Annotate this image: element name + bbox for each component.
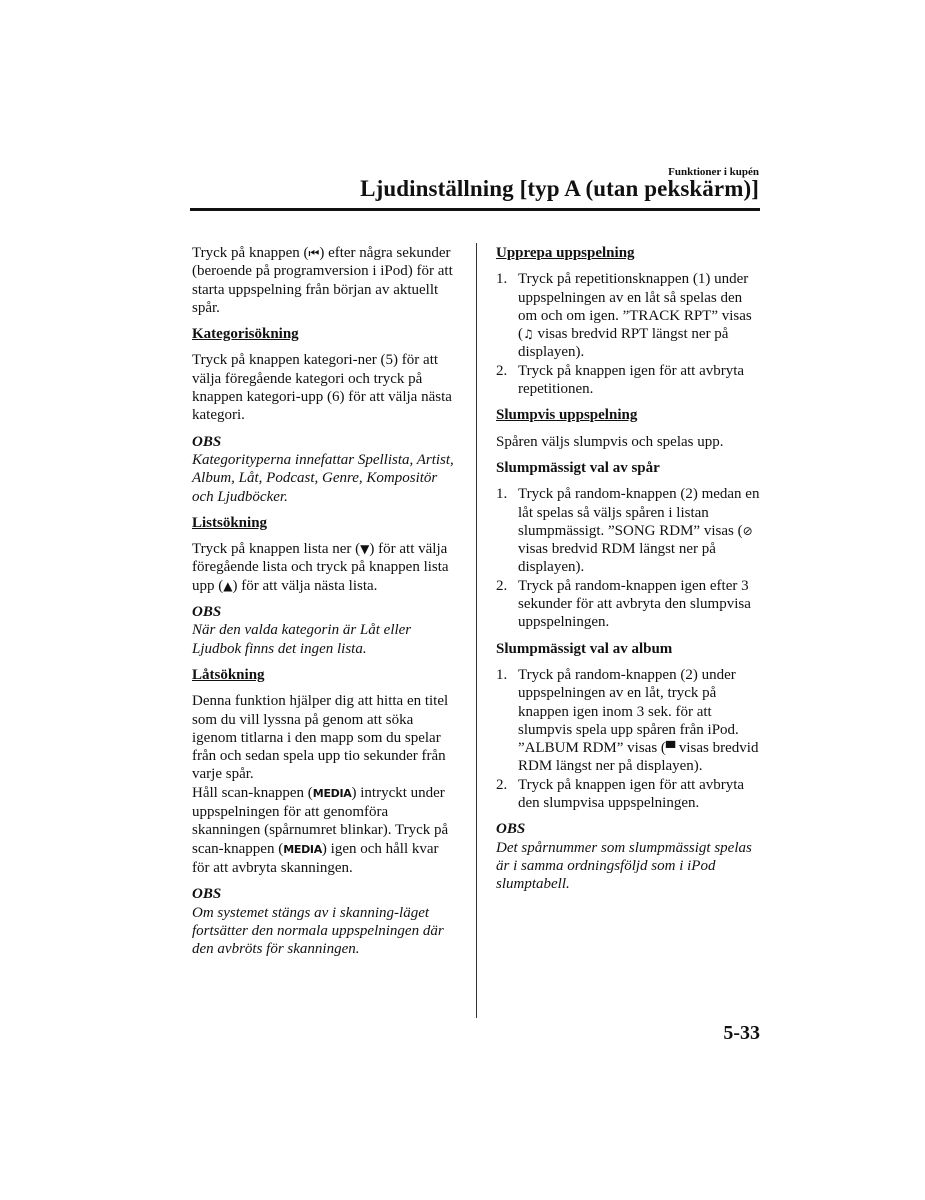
lat-paragraph-2: Håll scan-knappen (MEDIA) intryckt under uppspelningen för att genomföra skanningen (spårnumret blinkar). Tryck på scan-knappen (MEDIA) igen och håll kvar för att avbryta skanningen. bbox=[192, 784, 449, 876]
note-text: Om systemet stängs av i skanning-läget fortsätter den normala uppspelningen där den avbröts för skanningen. bbox=[192, 904, 444, 958]
list-item: 1. Tryck på random-knappen (2) medan en låt spelas så väljs spåren i listan slumpmässigt. ”SONG RDM” visas (⊘ visas bredvid RDM längst ner på displayen). bbox=[496, 486, 760, 576]
spar-list bbox=[496, 485, 764, 631]
list-item: 2. Tryck på random-knappen igen efter 3 sekunder för att avbryta den slumpvisa uppspelningen. bbox=[496, 577, 751, 631]
heading-slump-album: Slumpmässigt val av album bbox=[496, 640, 673, 657]
down-arrow-icon: ▼ bbox=[360, 542, 370, 557]
heading-latsokning: Låtsökning bbox=[192, 666, 265, 683]
media-button-icon: MEDIA bbox=[283, 842, 322, 856]
note-album bbox=[496, 820, 764, 893]
album-list bbox=[496, 666, 764, 812]
list-item: 2. Tryck på knappen igen för att avbryta den slumpvisa uppspelningen. bbox=[496, 776, 745, 812]
up-arrow-icon: ▲ bbox=[223, 578, 233, 593]
column-divider bbox=[476, 243, 477, 1018]
rewind-icon: ⏮ bbox=[308, 246, 320, 260]
header-rule bbox=[190, 208, 760, 211]
lista-paragraph: Tryck på knappen lista ner (▼) för att välja föregående lista och tryck på knappen lista upp (▲) för att välja nästa lista. bbox=[192, 541, 449, 594]
note-text: Kategorityperna innefattar Spellista, Artist, Album, Låt, Podcast, Genre, Kompositör och Ljudböcker. bbox=[192, 451, 454, 505]
note-lista bbox=[192, 603, 458, 658]
heading-slumpvis: Slumpvis uppspelning bbox=[496, 407, 638, 424]
intro-paragraph: Tryck på knappen (⏮) efter några sekunder (beroende på programversion i iPod) för att starta uppspelning från början av aktuellt spår. bbox=[192, 245, 453, 316]
lat-paragraph-1: Denna funktion hjälper dig att hitta en titel som du vill lyssna på genom att söka igenom titlarna i den mapp som du spelar från och sedan spela upp tio sekunder från varje spår. bbox=[192, 693, 449, 783]
list-item: 2. Tryck på knappen igen för att avbryta repetitionen. bbox=[496, 362, 745, 398]
right-column bbox=[496, 244, 764, 902]
note-kategori bbox=[192, 433, 458, 506]
heading-listsokning: Listsökning bbox=[192, 514, 268, 531]
folder-icon: ▀ bbox=[665, 741, 676, 756]
page-title: Ljudinställning [typ A (utan pekskärm)] bbox=[360, 176, 759, 201]
music-note-icon: ♫ bbox=[523, 327, 534, 342]
upprepa-list bbox=[496, 270, 764, 398]
shuffle-icon: ⊘ bbox=[742, 523, 753, 538]
left-column bbox=[192, 244, 458, 966]
list-item: 1. Tryck på repetitionsknappen (1) under uppspelningen av en låt så spelas den om och om igen. ”TRACK RPT” visas (♫ visas bredvid RPT längst ner på displayen). bbox=[496, 271, 752, 361]
note-label: OBS bbox=[496, 821, 526, 838]
media-button-icon: MEDIA bbox=[312, 786, 352, 800]
heading-slump-spar: Slumpmässigt val av spår bbox=[496, 459, 660, 476]
heading-kategorisokning: Kategorisökning bbox=[192, 326, 299, 343]
note-label: OBS bbox=[192, 433, 222, 450]
kategori-paragraph: Tryck på knappen kategori-ner (5) för att välja föregående kategori och tryck på knappen kategori-upp (6) för att välja nästa kategori. bbox=[192, 352, 452, 424]
slumpvis-paragraph: Spåren väljs slumpvis och spelas upp. bbox=[496, 433, 724, 450]
list-item: 1. Tryck på random-knappen (2) under uppspelningen av en låt, tryck på knappen igen inom 3 sek. för att slumpvis spela upp spåren från iPod. ”ALBUM RDM” visas (▀ visas bredvid RDM längst ner på displayen). bbox=[496, 666, 759, 775]
heading-upprepa: Upprepa uppspelning bbox=[496, 245, 635, 261]
note-label: OBS bbox=[192, 886, 222, 903]
note-text: När den valda kategorin är Låt eller Ljudbok finns det ingen lista. bbox=[192, 622, 412, 657]
section-label: Funktioner i kupén bbox=[668, 166, 759, 178]
note-lat bbox=[192, 885, 458, 958]
note-label: OBS bbox=[192, 604, 222, 621]
note-text: Det spårnummer som slumpmässigt spelas är i samma ordningsföljd som i iPod slumptabell. bbox=[496, 839, 752, 893]
page-number: 5-33 bbox=[723, 1022, 760, 1044]
